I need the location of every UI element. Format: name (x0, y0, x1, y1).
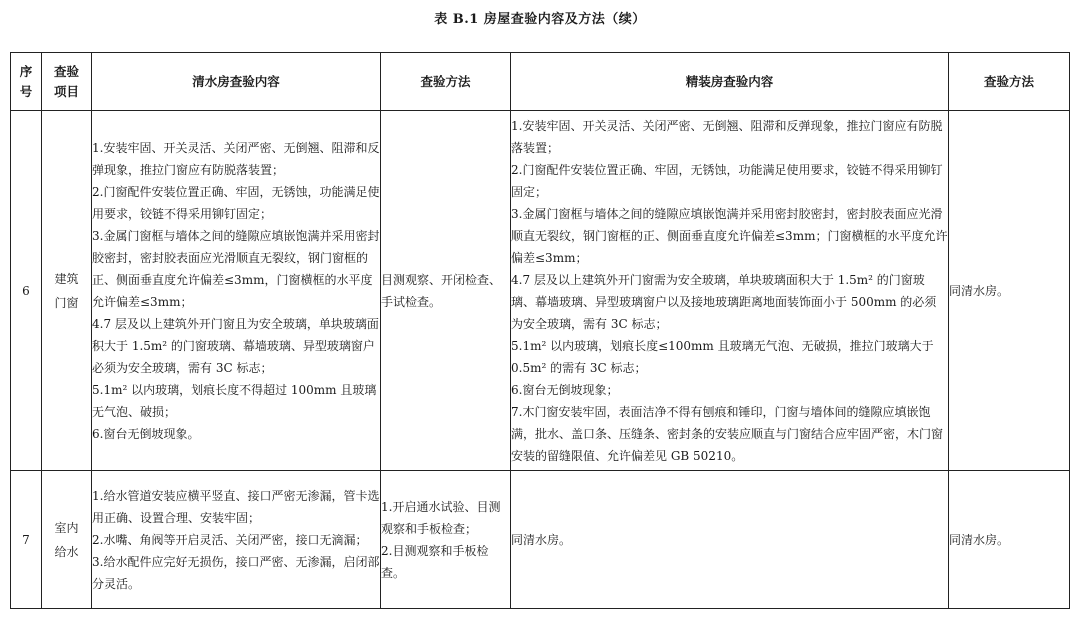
table-row (11, 471, 1070, 609)
inspection-table (10, 52, 1070, 609)
fine-method-cell: 同清水房。 (949, 111, 1070, 471)
row-item (42, 471, 92, 609)
row-item-line1: 建筑 (54, 271, 79, 286)
header-item-line2: 项目 (53, 83, 79, 99)
row-item (42, 111, 92, 471)
row-item-line2: 给水 (54, 544, 79, 559)
rough-method-cell: 1.开启通水试验、目测观察和手板检查； 2.目测观察和手板检查。 (381, 471, 511, 609)
header-no (11, 53, 42, 111)
header-item-line1: 查验 (53, 63, 79, 79)
table-header-row (11, 53, 1070, 111)
header-item (42, 53, 92, 111)
header-fine-method: 查验方法 (949, 53, 1070, 111)
header-fine-content: 精装房查验内容 (511, 53, 949, 111)
row-no: 7 (11, 471, 42, 609)
rough-content-cell: 1.安装牢固、开关灵活、关闭严密、无倒翘、阻滞和反弹现象，推拉门窗应有防脱落装置； 2.门窗配件安装位置正确、牢固，无锈蚀，功能满足使用要求，铰链不得采用铆钉固定； 3.金属门窗框与墙体之间的缝隙应填嵌饱满并采用密封胶密封，密封胶表面应光滑顺直无裂纹，钢门窗框的正、侧面垂直度允许偏差≤3mm，门窗横框的水平度允许偏差≤3mm； 4.7 层及以上建筑外开门窗且为安全玻璃，单块玻璃面积大于 1.5m² 的门窗玻璃、幕墙玻璃、异型玻璃窗户必须为安全玻璃，需有 3C 标志； 5.1m² 以内玻璃，划痕长度不得超过 100mm 且玻璃无气泡、破损； 6.窗台无倒坡现象。 (92, 111, 381, 471)
table-row (11, 111, 1070, 471)
fine-content-cell: 同清水房。 (511, 471, 949, 609)
rough-content-cell: 1.给水管道安装应横平竖直、接口严密无渗漏，管卡选用正确、设置合理、安装牢固； 2.水嘴、角阀等开启灵活、关闭严密，接口无滴漏； 3.给水配件应完好无损伤，接口严密、无渗漏，启闭部分灵活。 (92, 471, 381, 609)
row-no: 6 (11, 111, 42, 471)
fine-method-cell: 同清水房。 (949, 471, 1070, 609)
header-no-line2: 号 (19, 83, 33, 99)
fine-content-cell: 1.安装牢固、开关灵活、关闭严密、无倒翘、阻滞和反弹现象，推拉门窗应有防脱落装置； 2.门窗配件安装位置正确、牢固，无锈蚀，功能满足使用要求，铰链不得采用铆钉固定； 3.金属门窗框与墙体之间的缝隙应填嵌饱满并采用密封胶密封，密封胶表面应光滑顺直无裂纹，钢门窗框的正、侧面垂直度允许偏差≤3mm；门窗横框的水平度允许偏差≤3mm； 4.7 层及以上建筑外开门窗需为安全玻璃，单块玻璃面积大于 1.5m² 的门窗玻璃、幕墙玻璃、异型玻璃窗户以及接地玻璃距离地面装饰面小于 500mm 的必须为安全玻璃，需有 3C 标志； 5.1m² 以内玻璃，划痕长度≤100mm 且玻璃无气泡、无破损，推拉门玻璃大于 0.5m² 的需有 3C 标志； 6.窗台无倒坡现象； 7.木门窗安装牢固，表面洁净不得有刨痕和锤印，门窗与墙体间的缝隙应填嵌饱满，批水、盖口条、压缝条、密封条的安装应顺直与门窗结合应牢固严密，木门窗安装的留缝限值、允许偏差见 GB 50210。 (511, 111, 949, 471)
table-caption: 表 B.1 房屋查验内容及方法（续） (434, 12, 646, 27)
row-item-line1: 室内 (54, 520, 79, 535)
rough-method-cell: 目测观察、开闭检查、手试检查。 (381, 111, 511, 471)
header-rough-content: 清水房查验内容 (92, 53, 381, 111)
header-no-line1: 序 (19, 63, 33, 79)
header-rough-method: 查验方法 (381, 53, 511, 111)
row-item-line2: 门窗 (54, 295, 79, 310)
